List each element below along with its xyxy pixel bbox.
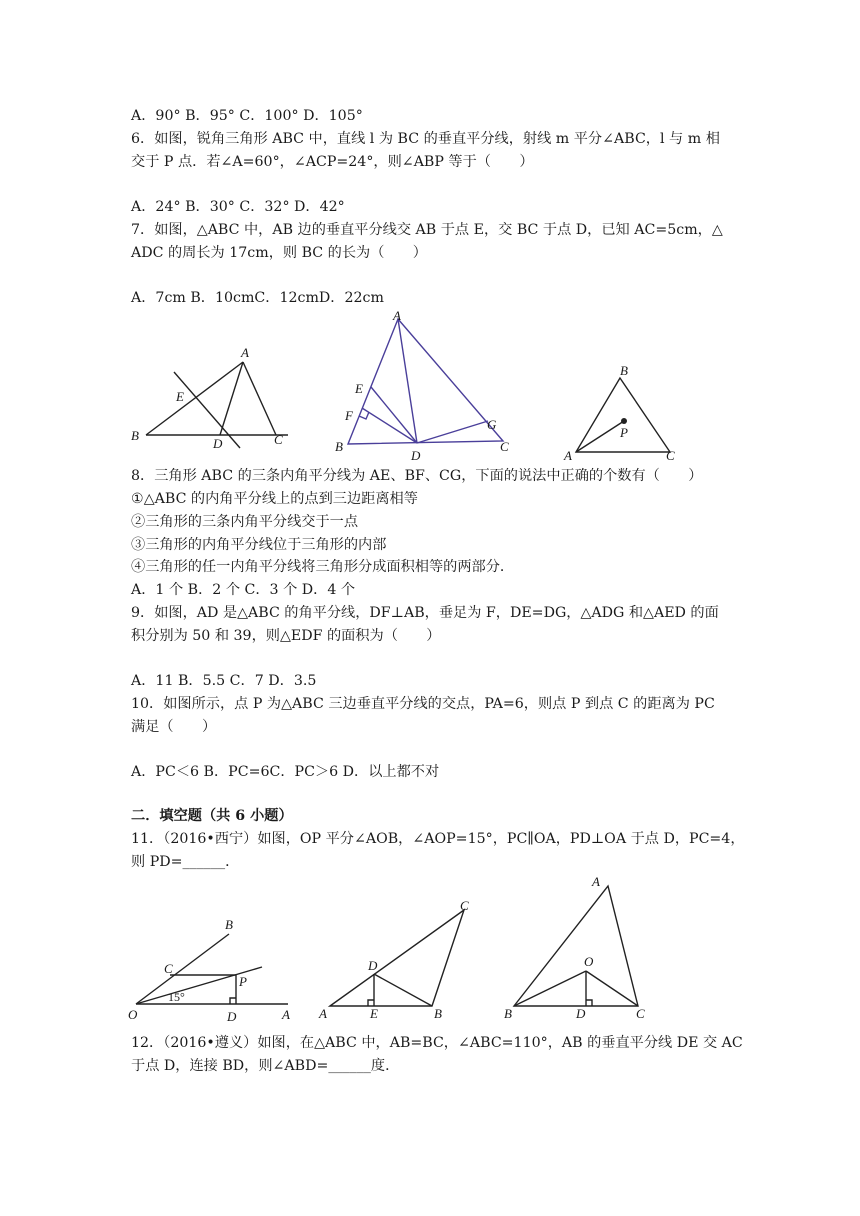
label-O: O [584,954,594,969]
q8-item-1: ①△ABC 的内角平分线上的点到三边距离相等 [131,491,418,507]
label-D: D [213,436,223,451]
label-D: D [368,958,378,973]
q7-stem-line2: ADC 的周长为 17cm，则 BC 的长为（ ） [131,245,427,261]
label-C: C [666,448,675,463]
label-B: B [335,439,343,454]
label-C: C [274,432,283,447]
label-A: A [592,874,600,889]
figure-q12-triangle-b [500,872,660,1020]
q10-options: A．PC＜6 B．PC=6C．PC＞6 D．以上都不对 [131,764,440,780]
q6-options: A．24° B．30° C．32° D．42° [131,199,345,215]
label-A: A [564,448,572,463]
label-E: E [370,1006,378,1021]
label-C: C [636,1006,645,1021]
q7-options: A．7cm B．10cmC．12cmD．22cm [131,290,384,306]
q8-item-2: ②三角形的三条内角平分线交于一点 [131,514,359,530]
label-P: P [239,974,247,989]
figure-q7-triangle [335,308,515,463]
label-D: D [576,1006,586,1021]
label-C: C [500,439,509,454]
angle-label: 15° [168,990,185,1004]
q7-stem-line1: 7．如图，△ABC 中，AB 边的垂直平分线交 AB 于点 E，交 BC 于点 D，已知 AC=5cm，△ [131,222,723,238]
figure-q11-angle [126,912,301,1024]
q9-stem-line1: 9．如图，AD 是△ABC 的角平分线，DF⊥AB，垂足为 F，DE=DG，△ADG 和△AED 的面 [131,605,719,621]
q6-stem-line1: 6．如图，锐角三角形 ABC 中，直线 l 为 BC 的垂直平分线，射线 m 平分∠ABC，l 与 m 相 [131,131,720,147]
q10-stem-line1: 10．如图所示，点 P 为△ABC 三边垂直平分线的交点，PA=6，则点 P 到点 C 的距离为 PC [131,696,715,712]
label-B: B [620,363,628,378]
label-P: P [620,425,628,440]
label-A: A [319,1006,327,1021]
label-C: C [164,961,173,976]
q10-stem-line2: 满足（ ） [131,719,217,735]
label-G: G [487,417,497,432]
label-F: F [345,408,353,423]
q8-item-4: ④三角形的任一内角平分线将三角形分成面积相等的两部分． [131,559,515,575]
label-D: D [411,448,421,463]
label-A: A [282,1007,290,1022]
label-B: B [504,1006,512,1021]
label-B: B [434,1006,442,1021]
q11-stem-line1: 11．（2016•西宁）如图，OP 平分∠AOB，∠AOP=15°，PC∥OA，PD⊥OA 于点 D，PC=4， [131,831,745,847]
label-B: B [225,917,233,932]
label-C: C [460,898,469,913]
label-B: B [131,428,139,443]
label-O: O [128,1007,138,1022]
label-E: E [355,381,363,396]
q8-stem: 8．三角形 ABC 的三条内角平分线为 AE、BF、CG，下面的说法中正确的个数有（ ） [131,468,703,484]
label-A: A [393,308,401,323]
figure-q6-triangle [128,340,298,450]
q12-stem-line2: 于点 D，连接 BD，则∠ABD=______度． [131,1058,400,1074]
q5-options: A．90° B．95° C．100° D．105° [131,108,363,124]
q6-stem-line2: 交于 P 点．若∠A=60°，∠ACP=24°，则∠ABP 等于（ ） [131,154,534,170]
label-A: A [241,345,249,360]
q11-stem-line2: 则 PD=______． [131,854,240,870]
q8-options: A．1 个 B．2 个 C．3 个 D．4 个 [131,582,356,598]
label-E: E [176,389,184,404]
q9-stem-line2: 积分别为 50 和 39，则△EDF 的面积为（ ） [131,628,441,644]
figure-q10-triangle [562,362,682,462]
q8-item-3: ③三角形的内角平分线位于三角形的内部 [131,537,387,553]
label-D: D [227,1009,237,1024]
section-heading-fill-in: 二．填空题（共 6 小题） [131,808,293,824]
q12-stem-line1: 12．（2016•遵义）如图，在△ABC 中，AB=BC，∠ABC=110°，AB 的垂直平分线 DE 交 AC [131,1035,743,1051]
figure-q12-triangle-a [316,898,476,1021]
q9-options: A．11 B．5.5 C．7 D．3.5 [131,673,317,689]
